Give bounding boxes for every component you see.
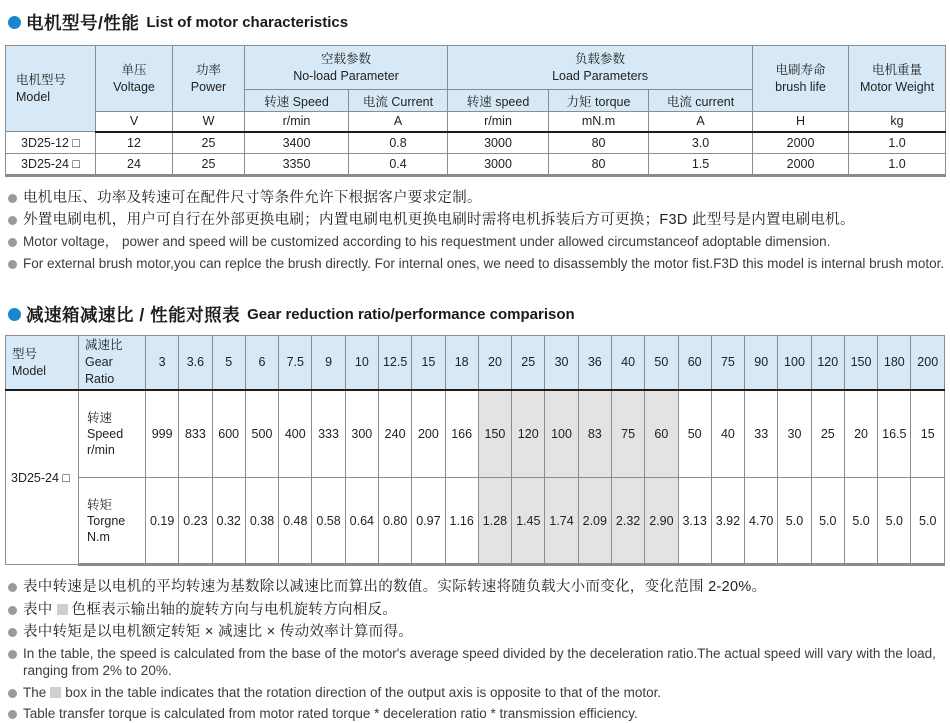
note-text: 表中转矩是以电机额定转矩 × 减速比 × 传动效率计算而得。 — [23, 623, 414, 640]
gear-model-header-zh: 型号 — [12, 346, 38, 361]
note-line — [8, 578, 945, 596]
gear-ratio-header-row — [6, 336, 945, 390]
model-cell: 3D25-12 □ — [6, 132, 96, 154]
torque-value-cell: 1.16 — [445, 478, 478, 565]
torque-value-cell: 2.90 — [645, 478, 678, 565]
gear-ratio-header-cell: 90 — [745, 336, 778, 390]
noload-group-header — [245, 46, 448, 90]
torque-value-cell: 5.0 — [844, 478, 877, 565]
note-line — [8, 601, 945, 619]
speed-value-cell: 400 — [279, 390, 312, 478]
gear-ratio-header-cell: 10 — [345, 336, 378, 390]
note-text — [23, 601, 397, 619]
note-text: In the table, the speed is calculated from the base of the motor's average speed divided by the deceleration ratio.The actual speed will vary with the load, ranging from 2% to 20%. — [23, 645, 936, 679]
torque-value-cell: 1.74 — [545, 478, 578, 565]
brush-header-zh: 电刷寿命 — [775, 62, 826, 77]
torque-value-cell: 3.92 — [711, 478, 744, 565]
torque-value-cell: 0.58 — [312, 478, 345, 565]
torque-row — [6, 478, 945, 565]
note-bullet-icon — [8, 710, 17, 719]
torque-row-label — [79, 478, 146, 565]
gear-ratio-column-header — [79, 336, 146, 390]
torque-value-cell: 5.0 — [778, 478, 811, 565]
torque-value-cell: 0.80 — [378, 478, 411, 565]
brush-header-en: brush life — [775, 79, 826, 94]
speed-value-cell: 40 — [711, 390, 744, 478]
torque-value-cell: 2.09 — [578, 478, 611, 565]
torque-value-cell: 2.32 — [611, 478, 644, 565]
weight-column-header — [849, 46, 946, 112]
brush-cell: 2000 — [753, 154, 849, 176]
voltage-header-en: Voltage — [113, 79, 155, 94]
load-current-unit: A — [649, 112, 753, 132]
noload-header-en: No-load Parameter — [293, 68, 399, 83]
load-header-en: Load Parameters — [552, 68, 648, 83]
gear-ratio-header-cell: 3 — [146, 336, 179, 390]
torque-value-cell: 5.0 — [811, 478, 844, 565]
weight-unit: kg — [849, 112, 946, 132]
section2-title-zh: 减速箱减速比 / 性能对照表 — [26, 305, 241, 326]
speed-value-cell: 333 — [312, 390, 345, 478]
gear-ratio-header-cell: 180 — [878, 336, 911, 390]
weight-header-en: Motor Weight — [859, 79, 935, 94]
gear-ratio-header-cell: 75 — [711, 336, 744, 390]
speed-value-cell: 60 — [645, 390, 678, 478]
note-text: 外置电刷电机，用户可自行在外部更换电刷；内置电刷电机更换电刷时需将电机拆装后方可更换；F3D 此型号是内置电刷电机。 — [23, 212, 855, 229]
voltage-column-header — [96, 46, 173, 112]
gray-box-icon — [57, 604, 68, 615]
speed-value-cell: 999 — [146, 390, 179, 478]
speed-value-cell: 150 — [478, 390, 511, 478]
gear-ratio-header-cell: 40 — [611, 336, 644, 390]
note-line — [8, 623, 945, 641]
note-bullet-icon — [8, 194, 17, 203]
torque-value-cell: 0.19 — [146, 478, 179, 565]
note-line — [8, 233, 945, 251]
note-line — [8, 255, 945, 273]
gear-ratio-header-cell: 30 — [545, 336, 578, 390]
brush-cell: 2000 — [753, 132, 849, 154]
speed-value-cell: 600 — [212, 390, 245, 478]
load-current-cell: 1.5 — [649, 154, 753, 176]
speed-label-zh: 转速 — [87, 410, 113, 425]
power-unit: W — [173, 112, 245, 132]
gear-ratio-header-cell: 15 — [412, 336, 445, 390]
note-line — [8, 645, 945, 680]
gear-ratio-header-cell: 6 — [245, 336, 278, 390]
note-text: Motor voltage， power and speed will be customized according to his requestment under allowed circumstanceof adoptable dimension. — [23, 234, 831, 250]
speed-value-cell: 16.5 — [878, 390, 911, 478]
torque-label-en: Torgne — [87, 513, 126, 528]
torque-value-cell: 1.28 — [478, 478, 511, 565]
torque-value-cell: 4.70 — [745, 478, 778, 565]
load-speed-unit: r/min — [448, 112, 549, 132]
noload-speed-subheader: 转速 Speed — [245, 90, 349, 112]
torque-label-unit: N.m — [87, 530, 110, 545]
gear-model-column-header — [6, 336, 79, 390]
torque-value-cell: 0.48 — [279, 478, 312, 565]
section2-notes — [8, 578, 945, 723]
gear-ratio-header-cell: 12.5 — [378, 336, 411, 390]
noload-current-cell: 0.4 — [349, 154, 448, 176]
gear-ratio-header-cell: 5 — [212, 336, 245, 390]
gear-model-header-en: Model — [12, 363, 47, 378]
gear-ratio-header-cell: 36 — [578, 336, 611, 390]
torque-value-cell: 0.38 — [245, 478, 278, 565]
weight-header-zh: 电机重量 — [872, 62, 923, 77]
model-header-en: Model — [16, 89, 51, 104]
speed-value-cell: 15 — [911, 390, 945, 478]
speed-label-en: Speed — [87, 427, 124, 442]
gear-ratio-header-cell: 120 — [811, 336, 844, 390]
power-header-zh: 功率 — [195, 62, 221, 77]
speed-value-cell: 20 — [844, 390, 877, 478]
gear-ratio-header-cell: 25 — [512, 336, 545, 390]
gear-ratio-table — [5, 335, 945, 566]
gear-ratio-header-cell: 20 — [478, 336, 511, 390]
gear-ratio-header-cell: 60 — [678, 336, 711, 390]
torque-label-zh: 转矩 — [87, 497, 113, 512]
torque-value-cell: 0.32 — [212, 478, 245, 565]
gear-ratio-header-cell: 100 — [778, 336, 811, 390]
section1-title-en: List of motor characteristics — [146, 14, 349, 31]
gear-ratio-header-zh: 减速比 — [85, 338, 123, 353]
note-text: Table transfer torque is calculated from motor rated torque * deceleration ratio * transmission efficiency. — [23, 706, 638, 722]
gear-table-model-cell: 3D25-24 □ — [6, 390, 79, 565]
gear-ratio-header-cell: 3.6 — [179, 336, 212, 390]
speed-value-cell: 166 — [445, 390, 478, 478]
weight-cell: 1.0 — [849, 132, 946, 154]
load-speed-subheader: 转速 speed — [448, 90, 549, 112]
speed-value-cell: 50 — [678, 390, 711, 478]
speed-value-cell: 83 — [578, 390, 611, 478]
load-speed-cell: 3000 — [448, 154, 549, 176]
noload-speed-unit: r/min — [245, 112, 349, 132]
speed-value-cell: 30 — [778, 390, 811, 478]
speed-value-cell: 75 — [611, 390, 644, 478]
power-column-header — [173, 46, 245, 112]
speed-value-cell: 33 — [745, 390, 778, 478]
note-text-suffix: 色框表示输出轴的旋转方向与电机旋转方向相反。 — [71, 601, 398, 618]
table-row — [6, 154, 946, 176]
brush-life-column-header — [753, 46, 849, 112]
voltage-header-zh: 单压 — [121, 62, 147, 77]
note-line — [8, 189, 945, 207]
section2-title-en: Gear reduction ratio/performance comparison — [247, 306, 575, 324]
noload-current-subheader: 电流 Current — [349, 90, 448, 112]
torque-value-cell: 5.0 — [911, 478, 945, 565]
load-group-header — [448, 46, 753, 90]
note-bullet-icon — [8, 628, 17, 637]
section2-title — [8, 302, 945, 327]
torque-value-cell: 0.64 — [345, 478, 378, 565]
note-text: 电机电压、功率及转速可在配件尺寸等条件允许下根据客户要求定制。 — [23, 190, 482, 206]
speed-value-cell: 833 — [179, 390, 212, 478]
note-bullet-icon — [8, 583, 17, 592]
blue-bullet-icon — [8, 16, 21, 29]
load-torque-unit: mN.m — [549, 112, 649, 132]
note-bullet-icon — [8, 216, 17, 225]
gear-ratio-header-cell: 50 — [645, 336, 678, 390]
section1-notes — [8, 189, 945, 272]
gear-ratio-header-cell: 200 — [911, 336, 945, 390]
note-bullet-icon — [8, 260, 17, 269]
note-text-prefix: The — [23, 684, 47, 700]
power-header-en: Power — [190, 79, 227, 94]
noload-header-zh: 空载参数 — [321, 51, 372, 66]
load-torque-cell: 80 — [549, 132, 649, 154]
note-bullet-icon — [8, 606, 17, 615]
noload-current-unit: A — [349, 112, 448, 132]
table-row — [6, 132, 946, 154]
speed-row — [6, 390, 945, 478]
gear-ratio-header-cell: 18 — [445, 336, 478, 390]
note-text — [23, 684, 661, 702]
note-text-suffix: box in the table indicates that the rotation direction of the output axis is opposite to that of the motor. — [65, 684, 662, 700]
gear-ratio-header-cell: 150 — [844, 336, 877, 390]
power-cell: 25 — [173, 132, 245, 154]
voltage-cell: 24 — [96, 154, 173, 176]
model-cell: 3D25-24 □ — [6, 154, 96, 176]
speed-value-cell: 300 — [345, 390, 378, 478]
gear-ratio-header-cell: 9 — [312, 336, 345, 390]
model-column-header — [6, 46, 96, 132]
speed-value-cell: 25 — [811, 390, 844, 478]
noload-speed-cell: 3400 — [245, 132, 349, 154]
note-bullet-icon — [8, 689, 17, 698]
torque-value-cell: 3.13 — [678, 478, 711, 565]
load-current-cell: 3.0 — [649, 132, 753, 154]
motor-characteristics-table — [5, 45, 946, 177]
gear-ratio-header-en: Gear Ratio — [85, 355, 115, 387]
section1-title — [8, 10, 945, 35]
speed-value-cell: 200 — [412, 390, 445, 478]
speed-value-cell: 100 — [545, 390, 578, 478]
speed-value-cell: 240 — [378, 390, 411, 478]
note-line — [8, 684, 945, 702]
note-line — [8, 705, 945, 723]
load-torque-subheader: 力矩 torque — [549, 90, 649, 112]
section1-title-zh: 电机型号/性能 — [26, 13, 140, 33]
speed-value-cell: 500 — [245, 390, 278, 478]
load-current-subheader: 电流 current — [649, 90, 753, 112]
gear-ratio-header-cell: 7.5 — [279, 336, 312, 390]
voltage-unit: V — [96, 112, 173, 132]
torque-value-cell: 0.97 — [412, 478, 445, 565]
load-speed-cell: 3000 — [448, 132, 549, 154]
torque-value-cell: 1.45 — [512, 478, 545, 565]
torque-value-cell: 5.0 — [878, 478, 911, 565]
weight-cell: 1.0 — [849, 154, 946, 176]
voltage-cell: 12 — [96, 132, 173, 154]
blue-bullet-icon — [8, 308, 21, 321]
note-text-prefix: 表中 — [23, 601, 53, 618]
torque-value-cell: 0.23 — [179, 478, 212, 565]
note-bullet-icon — [8, 650, 17, 659]
model-header-zh: 电机型号 — [16, 72, 67, 87]
gray-box-icon — [50, 687, 61, 698]
noload-current-cell: 0.8 — [349, 132, 448, 154]
note-text: 表中转速是以电机的平均转速为基数除以减速比而算出的数值。实际转速将随负载大小而变化，变化范围 2-20%。 — [23, 579, 767, 596]
note-text: For external brush motor,you can replce the brush directly. For internal ones, we need to disassembly the motor fist.F3D this model is internal brush motor. — [23, 255, 945, 271]
note-bullet-icon — [8, 238, 17, 247]
load-header-zh: 负载参数 — [575, 51, 626, 66]
brush-unit: H — [753, 112, 849, 132]
load-torque-cell: 80 — [549, 154, 649, 176]
speed-value-cell: 120 — [512, 390, 545, 478]
power-cell: 25 — [173, 154, 245, 176]
speed-row-label — [79, 390, 146, 478]
noload-speed-cell: 3350 — [245, 154, 349, 176]
speed-label-unit: r/min — [87, 443, 115, 458]
note-line — [8, 211, 945, 229]
